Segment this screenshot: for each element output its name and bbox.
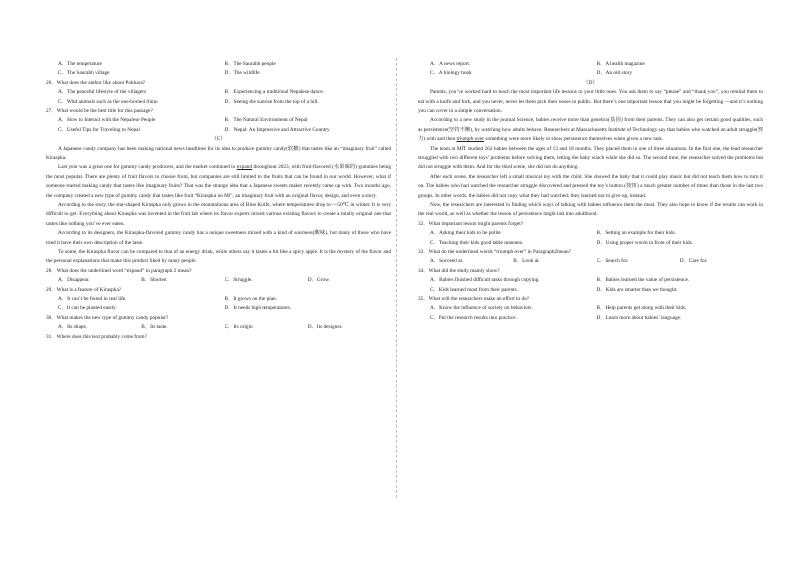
q30-option-d[interactable]: D．Its designer. bbox=[307, 324, 343, 331]
q31-options bbox=[418, 60, 763, 69]
q33-option-c[interactable]: C．Search for. bbox=[596, 258, 629, 265]
passage-c-paragraph-2 bbox=[46, 163, 391, 201]
q28-stem: 28．What does the underlined word “expand” in paragraph 2 mean? bbox=[46, 267, 192, 274]
q27-option-d[interactable]: D．Nepal: An Impressive and Attractive Country bbox=[224, 126, 330, 133]
q27-option-b[interactable]: B．The Natural Environment of Nepal bbox=[224, 117, 308, 124]
q33-option-d[interactable]: D．Care for. bbox=[679, 258, 708, 265]
q27-options bbox=[46, 116, 391, 125]
q31-option-d[interactable]: D．An old story bbox=[596, 70, 633, 77]
q34-options bbox=[418, 286, 763, 295]
q33-options bbox=[418, 257, 763, 266]
q29-options bbox=[46, 295, 391, 304]
q28-option-b[interactable]: B．Shorten bbox=[141, 277, 167, 284]
q30-option-a[interactable]: A．Its shape. bbox=[58, 324, 88, 331]
q32-options bbox=[418, 229, 763, 238]
q34-option-a[interactable]: A．Babies finished difficult tasks through copying. bbox=[430, 277, 540, 284]
q35-option-b[interactable]: B．Help parents get along with their kids. bbox=[596, 305, 687, 312]
q34-option-d[interactable]: D．Kids are smarter than we thought. bbox=[596, 286, 678, 293]
left-column bbox=[46, 60, 391, 342]
right-column bbox=[418, 60, 763, 323]
q30-option-c[interactable]: C．Its origin bbox=[224, 324, 253, 331]
q33-option-a[interactable]: A．Succeed at. bbox=[430, 258, 464, 265]
q29-option-b[interactable]: B．It grows on the plan. bbox=[224, 296, 278, 303]
q29-option-a[interactable]: A．It can’t be found in real life. bbox=[58, 296, 127, 303]
q26-stem: 26．What does the author like about Pokhara? bbox=[46, 79, 146, 86]
column-divider bbox=[396, 58, 397, 498]
q27-stem: 27．What would be the best title for this passage? bbox=[46, 108, 153, 115]
q29-option-c[interactable]: C．It can be planted easily. bbox=[58, 305, 117, 312]
q35-option-a[interactable]: A．Know the influence of society on behaviors. bbox=[430, 305, 533, 312]
q35-options bbox=[418, 304, 763, 313]
q31-options bbox=[418, 69, 763, 78]
q34-options bbox=[418, 276, 763, 285]
q29-stem: 29．What is a feature of Kiraspka? bbox=[46, 286, 122, 293]
q27-option-c[interactable]: C．Useful Tips for Traveling to Nepal bbox=[58, 126, 140, 133]
q29-option-d[interactable]: D．It needs high temperatures. bbox=[224, 305, 291, 312]
text: Last year was a great one for gummy candy producers, and the market continued to bbox=[58, 164, 237, 171]
passage-c-paragraph-4: According to its designers, the Kiraspka-flavored gummy candy has a unique sweetness mixed with a kind of sourness(酸味), but many of those who have tried it have their own description of the taste. bbox=[46, 230, 391, 246]
passage-d-paragraph-3: The team at MIT studied 262 babies between the ages of 13 and 18 months. They placed them in one of three situations. In the first one, the lead researcher struggled with two different toys’ problems before solving them, letting the baby watch while she did so. The second time, the researcher solved the problems but did not struggle with them. And for the third scene, she did not do anything. bbox=[418, 145, 763, 171]
q35-stem: 35．What will the researchers make an effort to do? bbox=[418, 296, 530, 303]
q27-options bbox=[46, 126, 391, 135]
q32-option-b[interactable]: B．Setting an example for their kids. bbox=[596, 230, 676, 237]
q31-option-c[interactable]: C．A biology book bbox=[430, 70, 472, 77]
passage-d-paragraph-2 bbox=[418, 116, 763, 144]
q26-option-d[interactable]: D．Seeing the sunrise from the top of a hill. bbox=[224, 98, 319, 105]
q31-option-a[interactable]: A．A news report. bbox=[430, 61, 471, 67]
q33-option-b[interactable]: B．Look at. bbox=[513, 258, 540, 265]
q34-option-c[interactable]: C．Kids learned most from their parents. bbox=[430, 286, 518, 293]
q32-option-c[interactable]: C．Teaching their kids good table manners. bbox=[430, 239, 524, 246]
passage-d-paragraph-1: Parents, you’ve worked hard to teach the most important life lessons to your little ones. You ask them to say “please” and “thank you”, you remind them to eat with a knife and fork, and you never, never let them pick their noses in public. But there’s one important lesson that you might be forgetting —and it’s nothing you can cover in a simple conversation. bbox=[418, 89, 763, 115]
q25-option-b[interactable]: B．The Saurabh people bbox=[224, 61, 276, 67]
q25-option-c[interactable]: C．The Saurabh village bbox=[58, 70, 110, 77]
q32-options bbox=[418, 239, 763, 248]
passage-c-paragraph-1: A Japanese candy company has been making national news headlines for its idea to produce gummy candy(软糖) that tastes like an “imaginary fruit” called Kiraspka. bbox=[46, 145, 391, 162]
q26-option-c[interactable]: C．Wild animals such as the one-horned rhino bbox=[58, 98, 158, 105]
q28-options bbox=[46, 276, 391, 285]
passage-c-paragraph-5: To some, the Kiraspka flavor can be compared to that of an energy drink, while others say it tastes a bit like a spicy apple. It is the mystery of the flavor and the personal explanations that make this product liked by many people. bbox=[46, 249, 391, 265]
q32-option-a[interactable]: A．Asking their kids to be polite bbox=[430, 230, 501, 237]
text: something were more likely to show persistence themselves when given a new task. bbox=[484, 136, 664, 143]
q27-option-a[interactable]: A．How to Interact with the Nepalese People bbox=[58, 117, 156, 124]
q25-options bbox=[46, 69, 391, 78]
q32-stem: 32．What important lesson might parents forget? bbox=[418, 220, 524, 227]
q29-options bbox=[46, 304, 391, 313]
q30-options bbox=[46, 323, 391, 332]
q26-option-a[interactable]: A．The peaceful lifestyle of the villagers bbox=[58, 89, 147, 96]
q25-option-a[interactable]: A．The temperature bbox=[58, 61, 102, 67]
q28-option-a[interactable]: A．Disappear. bbox=[58, 277, 90, 284]
section-heading-c: （C） bbox=[211, 136, 226, 143]
section-heading-d: （D） bbox=[583, 79, 598, 86]
passage-d-paragraph-4: After each scene, the researcher left a small musical toy with the child. She showed the baby that it could play music but did not teach them how to turn it on. The babies who had watched the researcher struggle discovered and pressed the toy’s button (按钮) a much greater number of times than those in the last two groups. In other words, the babies did not copy what they had watched; they learned not to give up, instead. bbox=[418, 173, 763, 199]
text: According to a new study in the journal Science, babies receive more than genetics(基因) from their parents. They can also get certain good qualities, such as persistence(坚持不懈), by watching how adults behave. Researchers at Massachusetts Institute of Technology say that babies who watched an adult struggle(努力) with and then bbox=[418, 117, 763, 143]
underlined-word-expand: expand bbox=[236, 164, 253, 171]
q30-stem: 30．What makes the new type of gummy candy popular? bbox=[46, 314, 169, 321]
q26-option-b[interactable]: B．Experiencing a traditional Nepalese dance. bbox=[224, 89, 325, 96]
q35-option-c[interactable]: C．Put the research results into practice. bbox=[430, 314, 517, 321]
passage-c-paragraph-3: According to the story, the star-shaped Kiraspka only grows in the mountainous area of Blue Knife, where temperatures drop to —50℃ in winter. It is very difficult to get. Everything about Kiraspka was invented in the fruit lab where its flavor experts mixed various existing flavors to create a totally original one that tastes like nothing you’ve ever eaten. bbox=[46, 202, 391, 227]
text: throughout 2023, with fruit-flavored (水果味的) gummies being the most popular. There are plenty of fruit flavors to choose from, but companies are still limited to the fruits that can be found in our world. However, what if someone started making candy that tastes like imaginary fruits? That was the strange idea that a Japanese sweets maker recently came up with. Two months ago, the company created a new type of gummy candy that tastes like fruit “Kiraspka no Mi”, an imaginary fruit with an original flavor, design, and even a story. bbox=[46, 164, 391, 199]
passage-d-paragraph-5: Now, the researchers are interested in finding which ways of talking with babies influence them the most. They also hope to know if the results can work in the real world, as well as whether the lesson of persistence might last into adulthood. bbox=[418, 202, 763, 218]
q25-options bbox=[46, 60, 391, 69]
q28-option-c[interactable]: C．Struggle. bbox=[224, 277, 253, 284]
q25-option-d[interactable]: D．The wildlife bbox=[224, 70, 260, 77]
underlined-words-triumph-over: triumph over bbox=[456, 136, 485, 143]
q30-option-b[interactable]: B．Its taste. bbox=[141, 324, 168, 331]
q28-option-d[interactable]: D．Grow. bbox=[307, 277, 330, 284]
q35-option-d[interactable]: D．Learn more about babies’ language. bbox=[596, 314, 682, 321]
q34-option-b[interactable]: B．Babies learned the value of persistence. bbox=[596, 277, 690, 284]
q32-option-d[interactable]: D．Using proper words in front of their kids. bbox=[596, 239, 694, 246]
q31-option-b[interactable]: B．A health magazine bbox=[596, 61, 645, 67]
q31-stem: 31．Where does this text probably come from? bbox=[46, 333, 147, 340]
q34-stem: 34．What did the study mainly show? bbox=[418, 267, 500, 274]
q26-options bbox=[46, 98, 391, 107]
q33-stem: 33．What do the underlined words “triumph over” in Paragraph2mean? bbox=[418, 249, 571, 256]
q35-options bbox=[418, 314, 763, 323]
q26-options bbox=[46, 88, 391, 97]
